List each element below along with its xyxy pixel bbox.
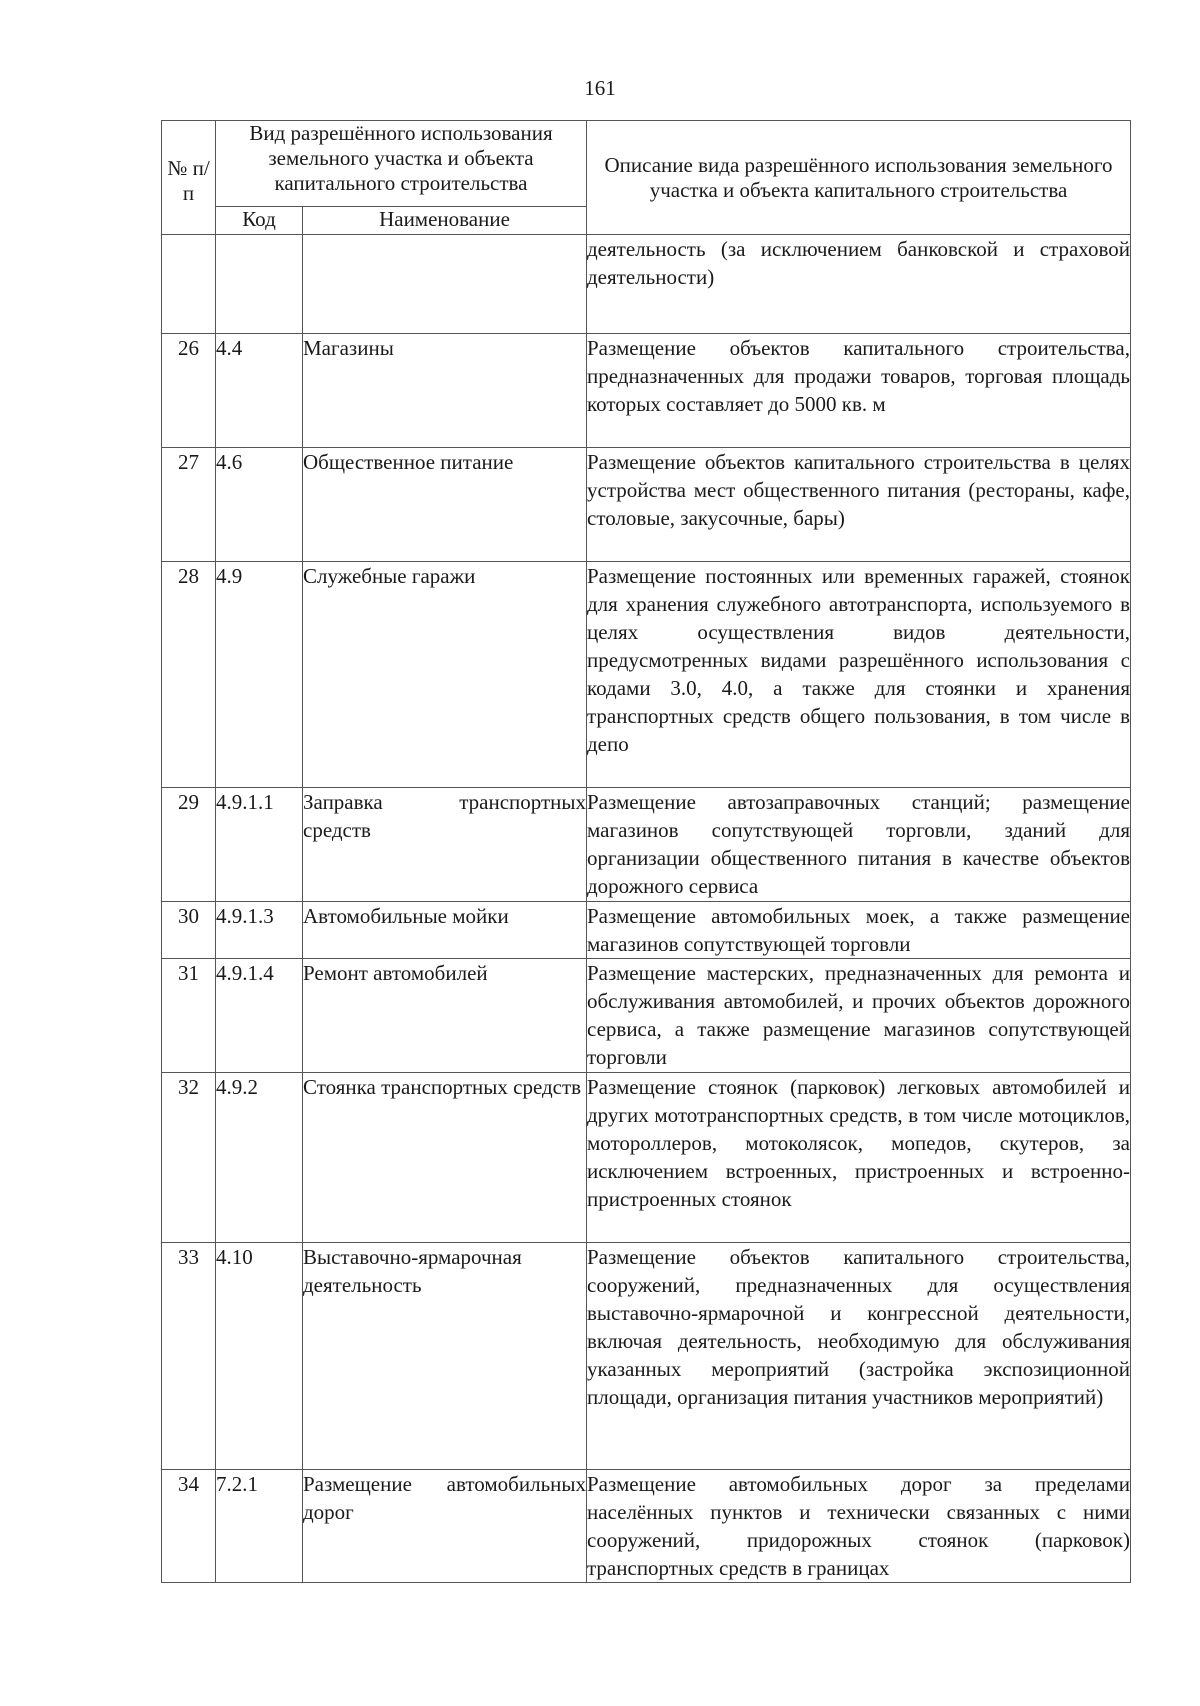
header-description: Описание вида разрешённого использования земельного участка и объекта капитального строительства	[587, 121, 1131, 235]
cell-name: Размещение автомобильных дорог	[303, 1470, 587, 1583]
cell-code: 4.4	[216, 334, 303, 448]
table-row	[162, 334, 1131, 448]
header-code: Код	[216, 207, 303, 235]
cell-code: 4.6	[216, 448, 303, 562]
cell-name: Служебные гаражи	[303, 562, 587, 788]
cell-num: 33	[162, 1243, 216, 1470]
page-number: 161	[584, 76, 616, 100]
cell-name: Магазины	[303, 334, 587, 448]
cell-num	[162, 235, 216, 334]
cell-code: 4.9	[216, 562, 303, 788]
header-num: № п/п	[162, 121, 216, 235]
table-row	[162, 1243, 1131, 1470]
cell-code: 4.9.1.1	[216, 788, 303, 902]
cell-desc: Размещение объектов капитального строительства, сооружений, предназначенных для осуществления выставочно-ярмарочной и конгрессной деятельности, включая деятельность, необходимую для обслуживания указанных мероприятий (застройка экспозиционной площади, организация питания участников мероприятий)	[587, 1243, 1131, 1470]
cell-code: 4.9.2	[216, 1073, 303, 1243]
cell-desc: Размещение постоянных или временных гаражей, стоянок для хранения служебного автотранспорта, используемого в целях осуществления видов деятельности, предусмотренных видами разрешённого использования с кодами 3.0, 4.0, а также для стоянки и хранения транспортных средств общего пользования, в том числе в депо	[587, 562, 1131, 788]
cell-num: 30	[162, 902, 216, 959]
cell-num: 29	[162, 788, 216, 902]
cell-desc: Размещение объектов капитального строительства, предназначенных для продажи товаров, торговая площадь которых составляет до 5000 кв. м	[587, 334, 1131, 448]
cell-name: Стоянка транспортных средств	[303, 1073, 587, 1243]
cell-code: 4.10	[216, 1243, 303, 1470]
cell-num: 31	[162, 959, 216, 1073]
cell-name: Заправка транспортных средств	[303, 788, 587, 902]
cell-desc: Размещение мастерских, предназначенных для ремонта и обслуживания автомобилей, и прочих объектов дорожного сервиса, а также размещение магазинов сопутствующей торговли	[587, 959, 1131, 1073]
table-row-continuation	[162, 235, 1131, 334]
cell-num: 27	[162, 448, 216, 562]
cell-desc: Размещение объектов капитального строительства в целях устройства мест общественного питания (рестораны, кафе, столовые, закусочные, бары)	[587, 448, 1131, 562]
header-vid-group: Вид разрешённого использования земельного участка и объекта капитального строительства	[216, 121, 587, 207]
table-row	[162, 1470, 1131, 1583]
cell-desc: Размещение автомобильных моек, а также размещение магазинов сопутствующей торговли	[587, 902, 1131, 959]
table-row	[162, 902, 1131, 959]
cell-num: 34	[162, 1470, 216, 1583]
cell-num: 28	[162, 562, 216, 788]
header-name: Наименование	[303, 207, 587, 235]
table-row	[162, 959, 1131, 1073]
table-row	[162, 1073, 1131, 1243]
cell-code: 4.9.1.3	[216, 902, 303, 959]
table-row	[162, 788, 1131, 902]
cell-name: Автомобильные мойки	[303, 902, 587, 959]
cell-name	[303, 235, 587, 334]
cell-name: Ремонт автомобилей	[303, 959, 587, 1073]
table-row	[162, 562, 1131, 788]
cell-desc: Размещение автозаправочных станций; размещение магазинов сопутствующей торговли, зданий для организации общественного питания в качестве объектов дорожного сервиса	[587, 788, 1131, 902]
cell-num: 32	[162, 1073, 216, 1243]
cell-num: 26	[162, 334, 216, 448]
cell-desc: деятельность (за исключением банковской и страховой деятельности)	[587, 235, 1131, 334]
cell-code: 7.2.1	[216, 1470, 303, 1583]
cell-desc: Размещение стоянок (парковок) легковых автомобилей и других мототранспортных средств, в том числе мотоциклов, мотороллеров, мотоколясок, мопедов, скутеров, за исключением встроенных, пристроенных и встроенно-пристроенных стоянок	[587, 1073, 1131, 1243]
cell-code: 4.9.1.4	[216, 959, 303, 1073]
cell-name: Общественное питание	[303, 448, 587, 562]
table-row	[162, 448, 1131, 562]
cell-code	[216, 235, 303, 334]
cell-desc: Размещение автомобильных дорог за пределами населённых пунктов и технически связанных с ними сооружений, придорожных стоянок (парковок) транспортных средств в границах	[587, 1470, 1131, 1583]
cell-name: Выставочно-ярмарочная деятельность	[303, 1243, 587, 1470]
land-use-table	[161, 120, 1131, 1583]
